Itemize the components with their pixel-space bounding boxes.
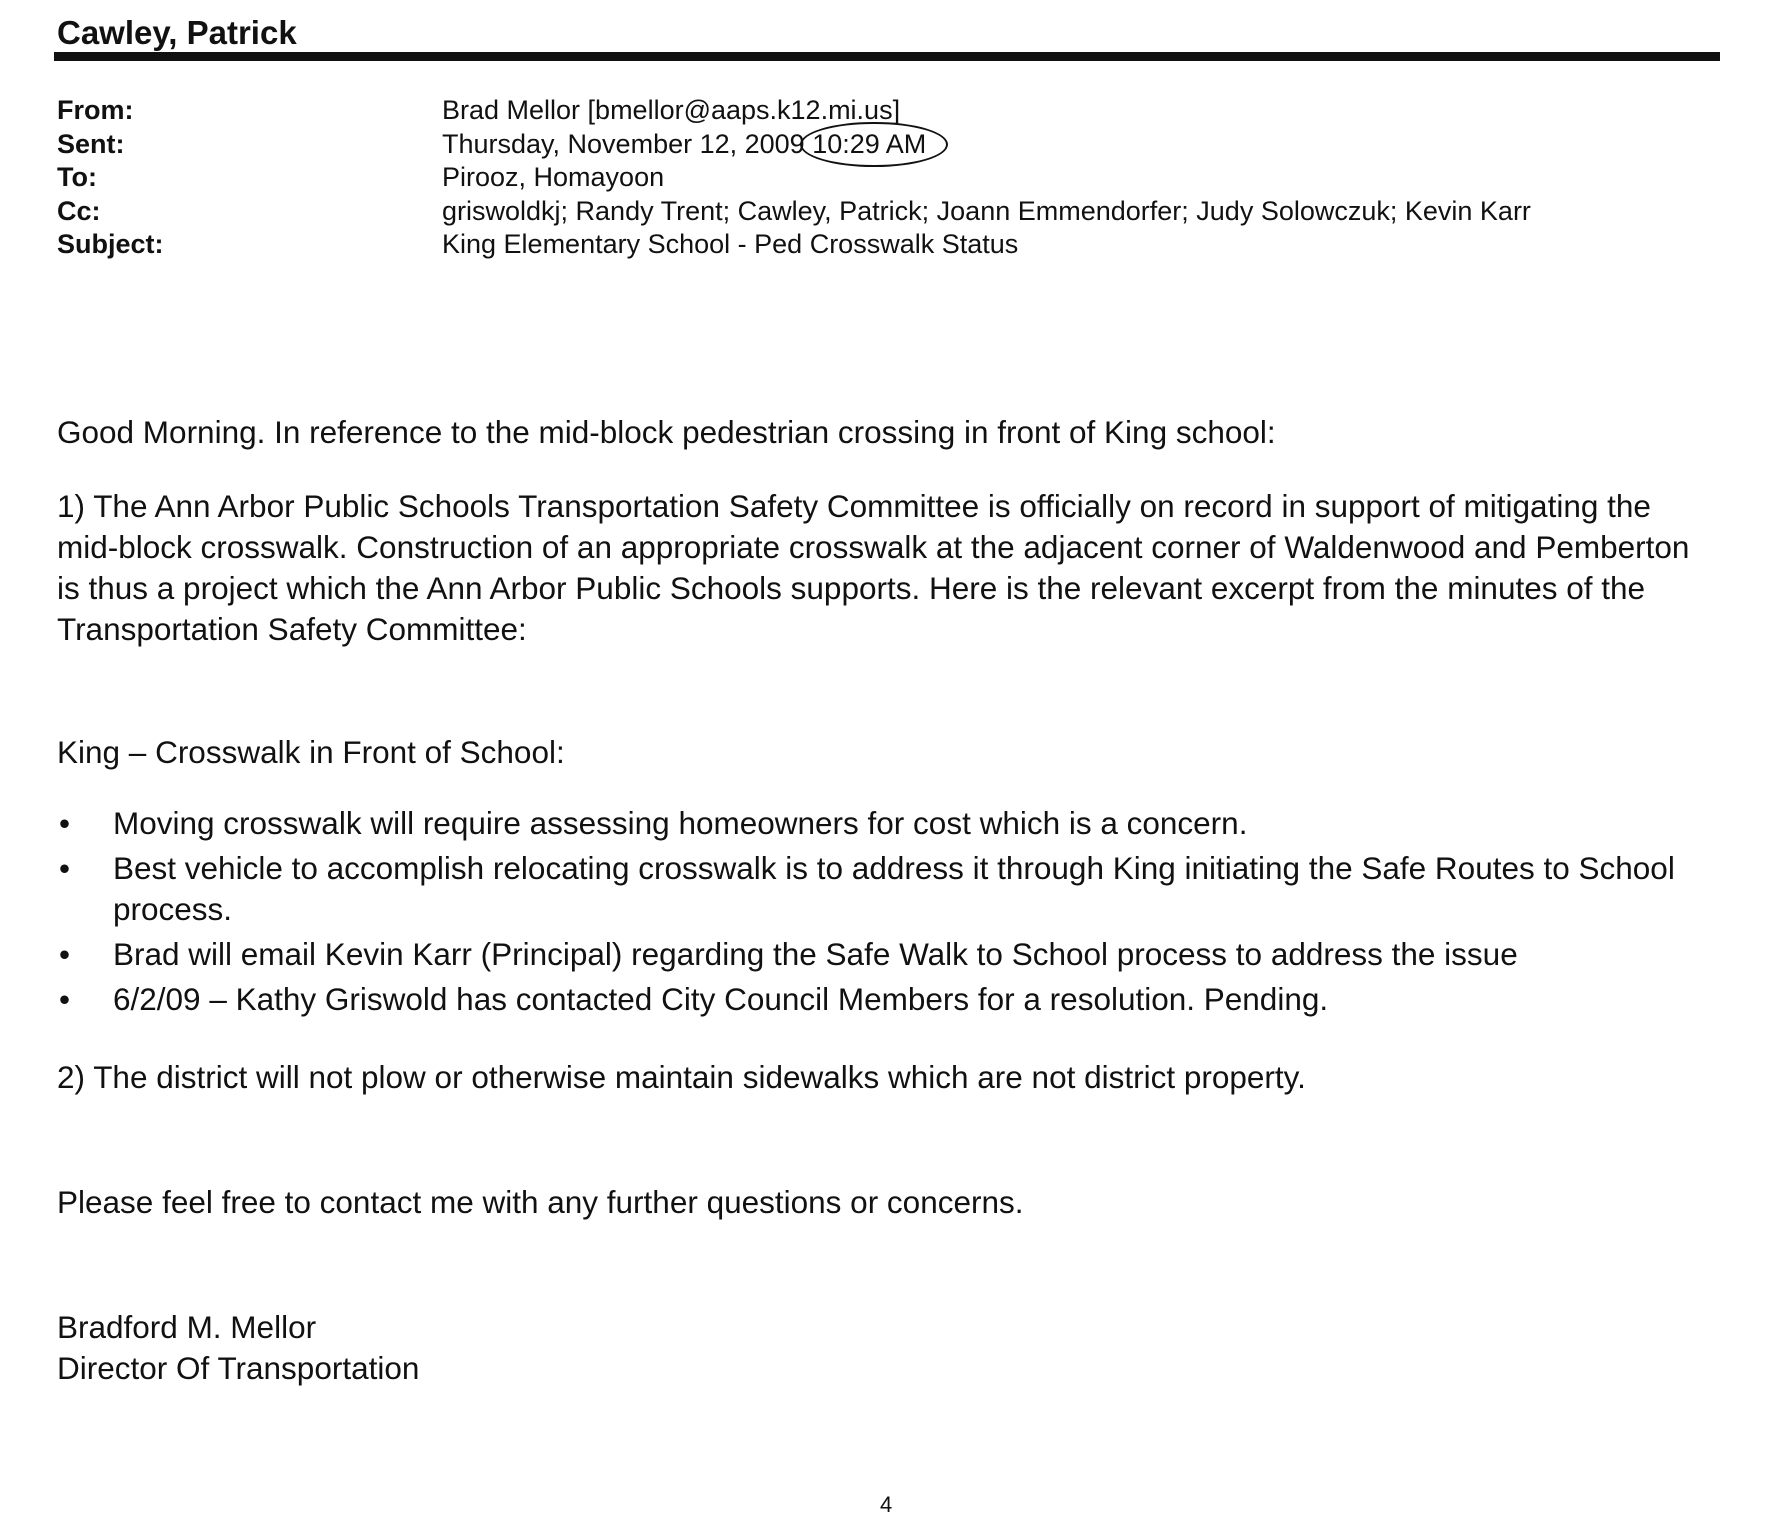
subject-label: Subject: bbox=[57, 229, 164, 259]
sent-label: Sent: bbox=[57, 128, 125, 159]
to-label: To: bbox=[57, 162, 97, 192]
sent-date: Thursday, November 12, 2009 bbox=[442, 128, 805, 159]
closing: Please feel free to contact me with any further questions or concerns. bbox=[57, 1184, 1024, 1220]
point-1: 1) The Ann Arbor Public Schools Transportation Safety Committee is officially on record in support of mitigating the mid-block crosswalk. Construction of an appropriate crosswalk at the adjacent corner of Waldenwood and Pemberton is thus a project which the Ann Arbor Public Schools supports. Here is the relevant excerpt from the minutes of the Transportation Safety Committee: bbox=[57, 488, 1690, 647]
cc-value: griswoldkj; Randy Trent; Cawley, Patrick; Joann Emmendorfer; Judy Solowczuk; Kevin Karr bbox=[442, 195, 1531, 226]
excerpt-list bbox=[57, 803, 1697, 1020]
mailbox-owner-title: Cawley, Patrick bbox=[57, 14, 297, 51]
signature-name: Bradford M. Mellor bbox=[57, 1309, 317, 1345]
to-row bbox=[57, 161, 1531, 195]
from-value: Brad Mellor [bmellor@aaps.k12.mi.us] bbox=[442, 95, 901, 125]
subject-value: King Elementary School - Ped Crosswalk Status bbox=[442, 229, 1019, 259]
list-item: • Brad will email Kevin Karr (Principal) regarding the Safe Walk to School process to address the issue bbox=[57, 934, 1697, 975]
excerpt-title: King – Crosswalk in Front of School: bbox=[57, 734, 565, 770]
greeting: Good Morning. In reference to the mid-block pedestrian crossing in front of King school: bbox=[57, 414, 1276, 450]
signature-title: Director Of Transportation bbox=[57, 1350, 420, 1386]
list-item: • Best vehicle to accomplish relocating crosswalk is to address it through King initiating the Safe Routes to School process. bbox=[57, 848, 1697, 930]
list-item: • Moving crosswalk will require assessing homeowners for cost which is a concern. bbox=[57, 803, 1697, 844]
cc-label: Cc: bbox=[57, 195, 101, 226]
header-rule bbox=[54, 52, 1720, 61]
sent-row bbox=[57, 128, 1531, 162]
list-item: • 6/2/09 – Kathy Griswold has contacted City Council Members for a resolution. Pending. bbox=[57, 979, 1697, 1020]
from-row bbox=[57, 94, 1531, 128]
cc-row bbox=[57, 195, 1531, 229]
point-2: 2) The district will not plow or otherwise maintain sidewalks which are not district property. bbox=[57, 1059, 1306, 1095]
subject-row bbox=[57, 228, 1531, 262]
email-header bbox=[57, 94, 1531, 262]
to-value: Pirooz, Homayoon bbox=[442, 162, 665, 192]
page-number: 4 bbox=[880, 1492, 893, 1517]
from-label: From: bbox=[57, 95, 134, 125]
sent-time-circled: 10:29 AM bbox=[812, 128, 926, 162]
email-body bbox=[57, 412, 1697, 1389]
